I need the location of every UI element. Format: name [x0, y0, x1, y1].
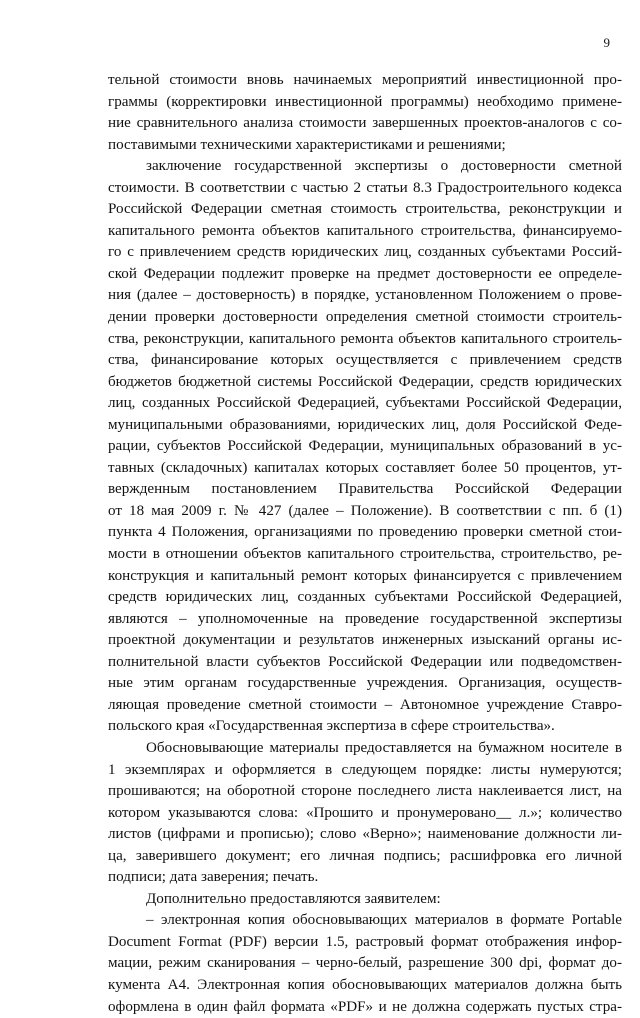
text-line: Российской Федерации сметная стоимость строительства, реконструкции и	[108, 201, 622, 218]
text-line: прошиваются; на оборотной стороне последнего листа наклеивается лист, на	[108, 783, 622, 800]
text-line: ние сравнительного анализа стоимости завершенных проектов-аналогов с со-	[108, 115, 622, 132]
text-line: мости в отношении объектов капитального строительства, строительство, ре-	[108, 546, 622, 563]
text-line: проектной документации и результатов инженерных изысканий органы ис-	[108, 632, 622, 649]
text-line: ства, реконструкции, капитального ремонта объектов капитального строитель-	[108, 330, 622, 347]
text-line: ства, финансирование которых осуществляется с привлечением средств	[108, 352, 622, 369]
text-line: кумента А4. Электронная копия обосновывающих материалов должна быть	[108, 976, 622, 993]
text-line: стоимости. В соответствии с частью 2 статьи 8.3 Градостроительного кодекса	[108, 179, 622, 196]
text-line: ния (далее – достоверность) в порядке, установленном Положением о прове-	[108, 287, 622, 304]
document-body	[108, 70, 622, 1018]
text-line: Дополнительно предоставляются заявителем:	[146, 890, 441, 907]
text-line: муниципальными образованиями, юридических лиц, доля Российской Феде-	[108, 416, 622, 433]
text-line: поставимыми техническими характеристиками и решениями;	[108, 136, 506, 153]
text-line: заключение государственной экспертизы о достоверности сметной	[146, 158, 622, 175]
text-line: польского края «Государственная экспертиза в сфере строительства».	[108, 718, 555, 735]
page-number: 9	[603, 35, 610, 50]
text-line: оформлена в один файл формата «PDF» и не должна содержать пустых стра-	[108, 998, 622, 1015]
text-line: ца, заверившего документ; его личная подпись; расшифровка его личной	[108, 847, 622, 864]
text-line: рации, субъектов Российской Федерации, муниципальных образований в ус-	[108, 438, 622, 455]
text-line: бюджетов бюджетной системы Российской Федерации, средств юридических	[108, 373, 622, 390]
text-line: ляющая проведение сметной стоимости – Автономное учреждение Ставро-	[108, 696, 622, 713]
text-line: конструкция и капитальный ремонт которых финансируется с привлечением	[108, 567, 622, 584]
text-line: от 18 мая 2009 г. № 427 (далее – Положение). В соответствии с пп. б (1)	[108, 502, 622, 519]
text-line: мации, режим сканирования – черно-белый, разрешение 300 dpi, формат до-	[108, 955, 622, 972]
text-line: полнительной власти субъектов Российской Федерации или подведомствен-	[108, 653, 622, 670]
text-line: Document Format (PDF) версии 1.5, растровый формат отображения инфор-	[108, 933, 622, 950]
text-line: средств юридических лиц, созданных субъектами Российской Федерацией,	[108, 589, 622, 606]
text-line: ные этим органам государственные учреждения. Организация, осуществ-	[108, 675, 622, 692]
text-line: листов (цифрами и прописью); слово «Верно»; наименование должности ли-	[108, 826, 622, 843]
text-line: граммы (корректировки инвестиционной программы) необходимо примене-	[108, 93, 622, 110]
text-line: лиц, созданных Российской Федерацией, субъектами Российской Федерации,	[108, 395, 622, 412]
text-line: пункта 4 Положения, организациями по проведению проверки сметной стои-	[108, 524, 622, 541]
text-line: – электронная копия обосновывающих материалов в формате Portable	[146, 912, 622, 929]
text-line: Обосновывающие материалы предоставляется на бумажном носителе в	[146, 739, 622, 756]
text-line: являются – уполномоченные на проведение государственной экспертизы	[108, 610, 622, 627]
text-line: котором указываются слова: «Прошито и пронумеровано__ л.»; количество	[108, 804, 622, 821]
text-line: го с привлечением средств юридических лиц, созданных субъектами Россий-	[108, 244, 622, 261]
text-line: тавных (складочных) капиталах которых составляет более 50 процентов, ут-	[108, 459, 622, 476]
text-line: 1 экземплярах и оформляется в следующем порядке: листы нумеруются;	[108, 761, 622, 778]
text-line: капитального ремонта объектов капитального строительства, финансируемо-	[108, 222, 622, 239]
text-line: тельной стоимости вновь начинаемых мероприятий инвестиционной про-	[108, 72, 622, 88]
text-line: ской Федерации подлежит проверке на предмет достоверности ее определе-	[108, 265, 622, 282]
text-line: подписи; дата заверения; печать.	[108, 869, 319, 886]
text-line: вержденным постановлением Правительства Российской Федерации	[108, 481, 622, 498]
text-line: дении проверки достоверности определения сметной стоимости строитель-	[108, 309, 622, 326]
